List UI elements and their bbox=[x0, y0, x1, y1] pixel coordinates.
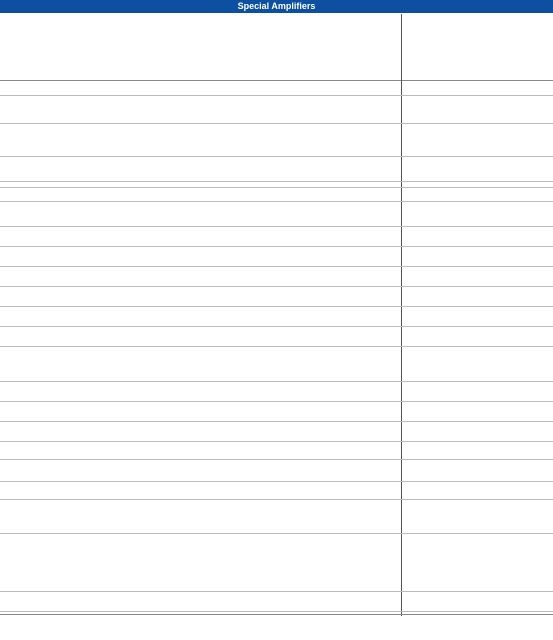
row-divider bbox=[0, 187, 553, 188]
row-divider bbox=[0, 533, 553, 534]
row-divider bbox=[0, 481, 553, 482]
row-divider bbox=[0, 459, 553, 460]
header-divider bbox=[0, 80, 553, 81]
row-divider bbox=[0, 306, 553, 307]
row-divider bbox=[0, 326, 553, 327]
row-divider bbox=[0, 181, 553, 182]
row-divider bbox=[0, 266, 553, 267]
row-divider bbox=[0, 591, 553, 592]
table-bottom-divider bbox=[0, 614, 553, 615]
row-divider bbox=[0, 381, 553, 382]
row-divider bbox=[0, 346, 553, 347]
row-divider bbox=[0, 246, 553, 247]
row-divider bbox=[0, 95, 553, 96]
row-divider bbox=[0, 123, 553, 124]
row-divider bbox=[0, 499, 553, 500]
row-divider bbox=[0, 226, 553, 227]
row-divider bbox=[0, 156, 553, 157]
row-divider bbox=[0, 441, 553, 442]
row-divider bbox=[0, 611, 553, 612]
row-divider bbox=[0, 401, 553, 402]
column-divider bbox=[401, 14, 402, 616]
row-divider bbox=[0, 421, 553, 422]
table-title: Special Amplifiers bbox=[0, 0, 553, 13]
table-header-row bbox=[0, 14, 553, 80]
row-divider bbox=[0, 286, 553, 287]
row-divider bbox=[0, 201, 553, 202]
